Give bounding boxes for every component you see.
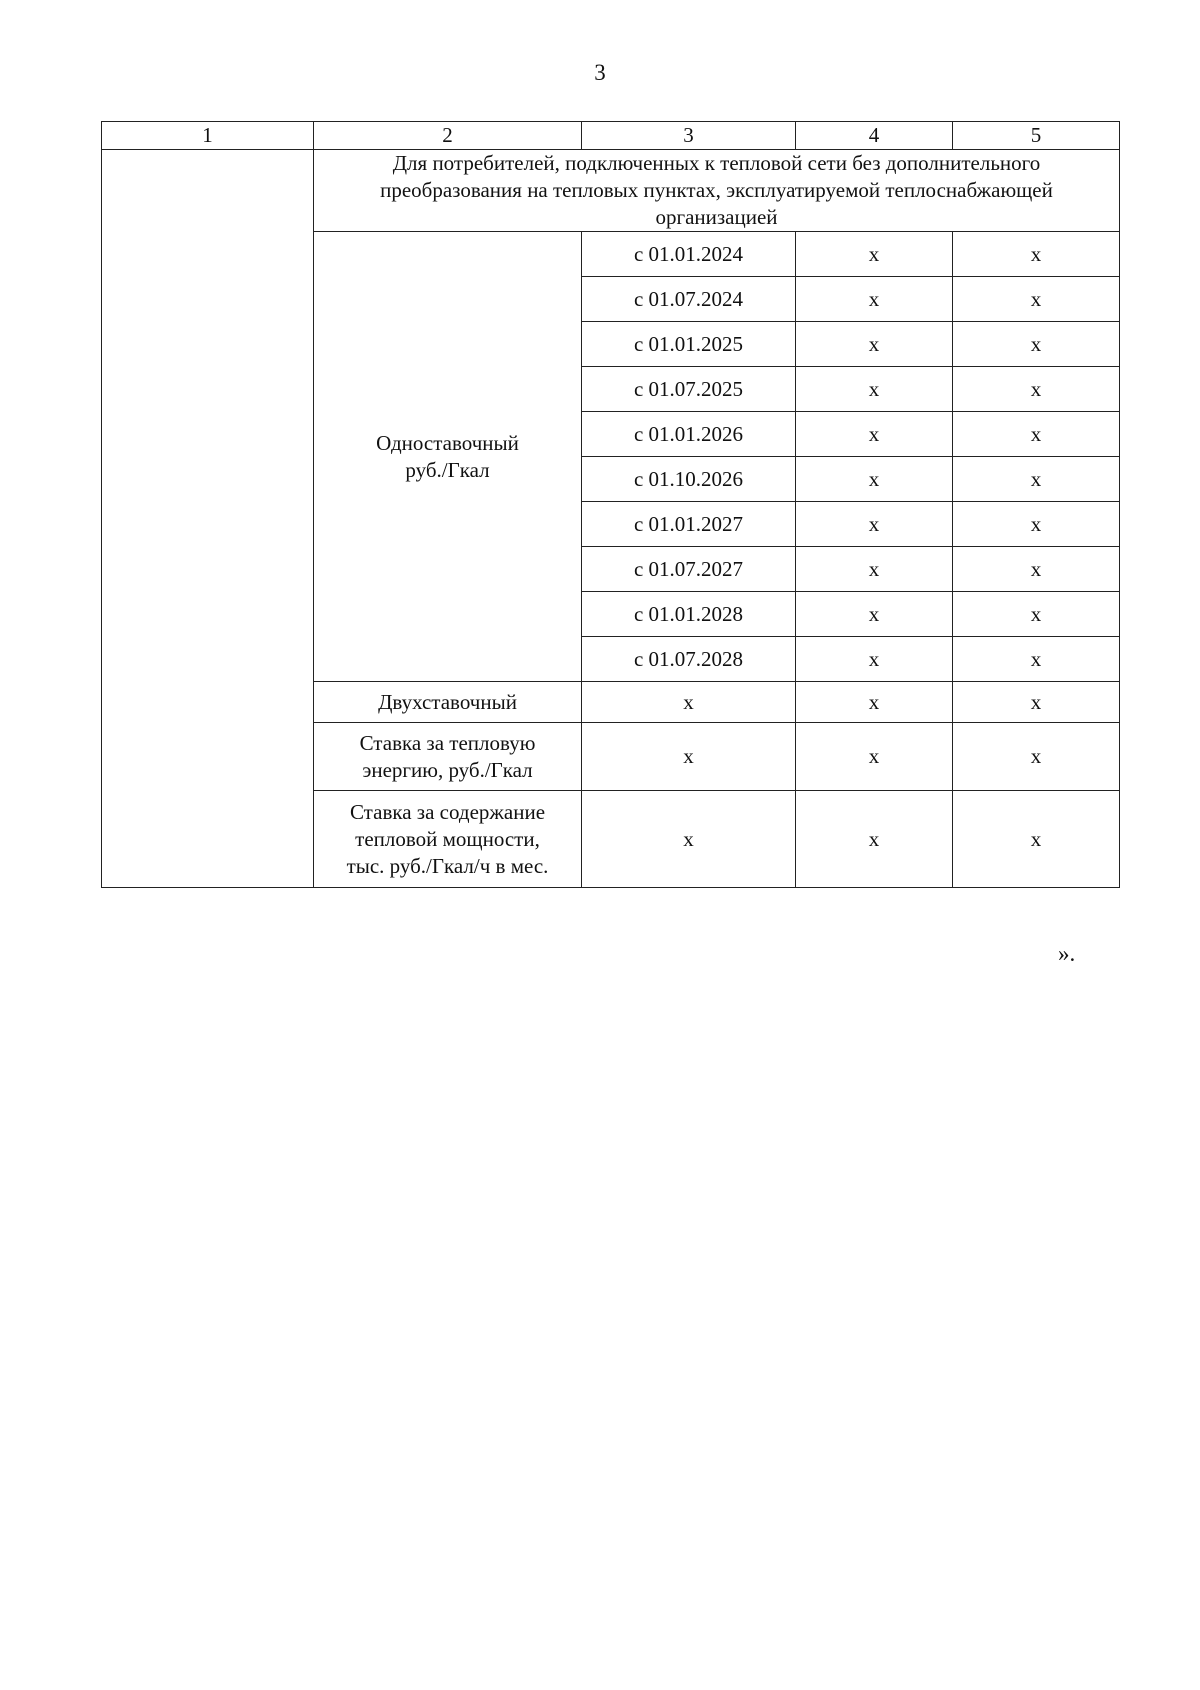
one-rate-label-line2: руб./Гкал (405, 457, 490, 482)
two-rate-label: Двухставочный (314, 682, 582, 723)
value-cell: х (953, 367, 1120, 412)
value-cell: х (796, 412, 953, 457)
value-cell: х (796, 592, 953, 637)
value-cell: х (796, 791, 953, 888)
value-cell: х (796, 637, 953, 682)
header-col-5: 5 (953, 122, 1120, 150)
one-rate-label (314, 232, 582, 682)
value-cell: х (796, 367, 953, 412)
tariff-table (101, 121, 1120, 888)
period-cell: с 01.01.2024 (582, 232, 796, 277)
page-number: 3 (594, 60, 606, 85)
value-cell: х (953, 412, 1120, 457)
period-cell: с 01.01.2025 (582, 322, 796, 367)
capacity-rate-label-line3: тыс. руб./Гкал/ч в мес. (346, 853, 549, 878)
value-cell: х (582, 682, 796, 723)
value-cell: х (953, 547, 1120, 592)
value-cell: х (582, 791, 796, 888)
capacity-rate-label-line1: Ставка за содержание (349, 799, 546, 824)
section-row (102, 150, 1120, 232)
value-cell: х (953, 502, 1120, 547)
period-cell: с 01.10.2026 (582, 457, 796, 502)
value-cell: х (796, 232, 953, 277)
value-cell: х (796, 457, 953, 502)
energy-rate-label (314, 723, 582, 791)
value-cell: х (953, 232, 1120, 277)
capacity-rate-label-line2: тепловой мощности, (355, 826, 540, 851)
value-cell: х (796, 682, 953, 723)
period-cell: с 01.07.2025 (582, 367, 796, 412)
header-col-1: 1 (102, 122, 314, 150)
value-cell: х (796, 547, 953, 592)
one-rate-label-line1: Одноставочный (376, 430, 519, 455)
header-col-4: 4 (796, 122, 953, 150)
value-cell: х (953, 682, 1120, 723)
period-cell: с 01.01.2028 (582, 592, 796, 637)
column-1-empty-cell (102, 150, 314, 888)
value-cell: х (796, 502, 953, 547)
value-cell: х (953, 592, 1120, 637)
value-cell: х (953, 791, 1120, 888)
period-cell: с 01.01.2026 (582, 412, 796, 457)
energy-rate-label-line1: Ставка за тепловую (359, 730, 536, 755)
period-cell: с 01.07.2024 (582, 277, 796, 322)
value-cell: х (796, 322, 953, 367)
value-cell: х (582, 723, 796, 791)
value-cell: х (953, 457, 1120, 502)
period-cell: с 01.07.2028 (582, 637, 796, 682)
capacity-rate-label (314, 791, 582, 888)
section-title: Для потребителей, подключенных к тепловой сети без дополнительного преобразования на тепловых пунктах, эксплуатируемой теплоснабжающей организацией (314, 150, 1120, 232)
header-col-3: 3 (582, 122, 796, 150)
period-cell: с 01.07.2027 (582, 547, 796, 592)
table-header-row (102, 122, 1120, 150)
energy-rate-label-line2: энергию, руб./Гкал (362, 757, 533, 782)
value-cell: х (796, 723, 953, 791)
value-cell: х (953, 637, 1120, 682)
value-cell: х (796, 277, 953, 322)
value-cell: х (953, 322, 1120, 367)
value-cell: х (953, 723, 1120, 791)
value-cell: х (953, 277, 1120, 322)
closing-quote-mark: ». (1058, 941, 1076, 966)
period-cell: с 01.01.2027 (582, 502, 796, 547)
header-col-2: 2 (314, 122, 582, 150)
